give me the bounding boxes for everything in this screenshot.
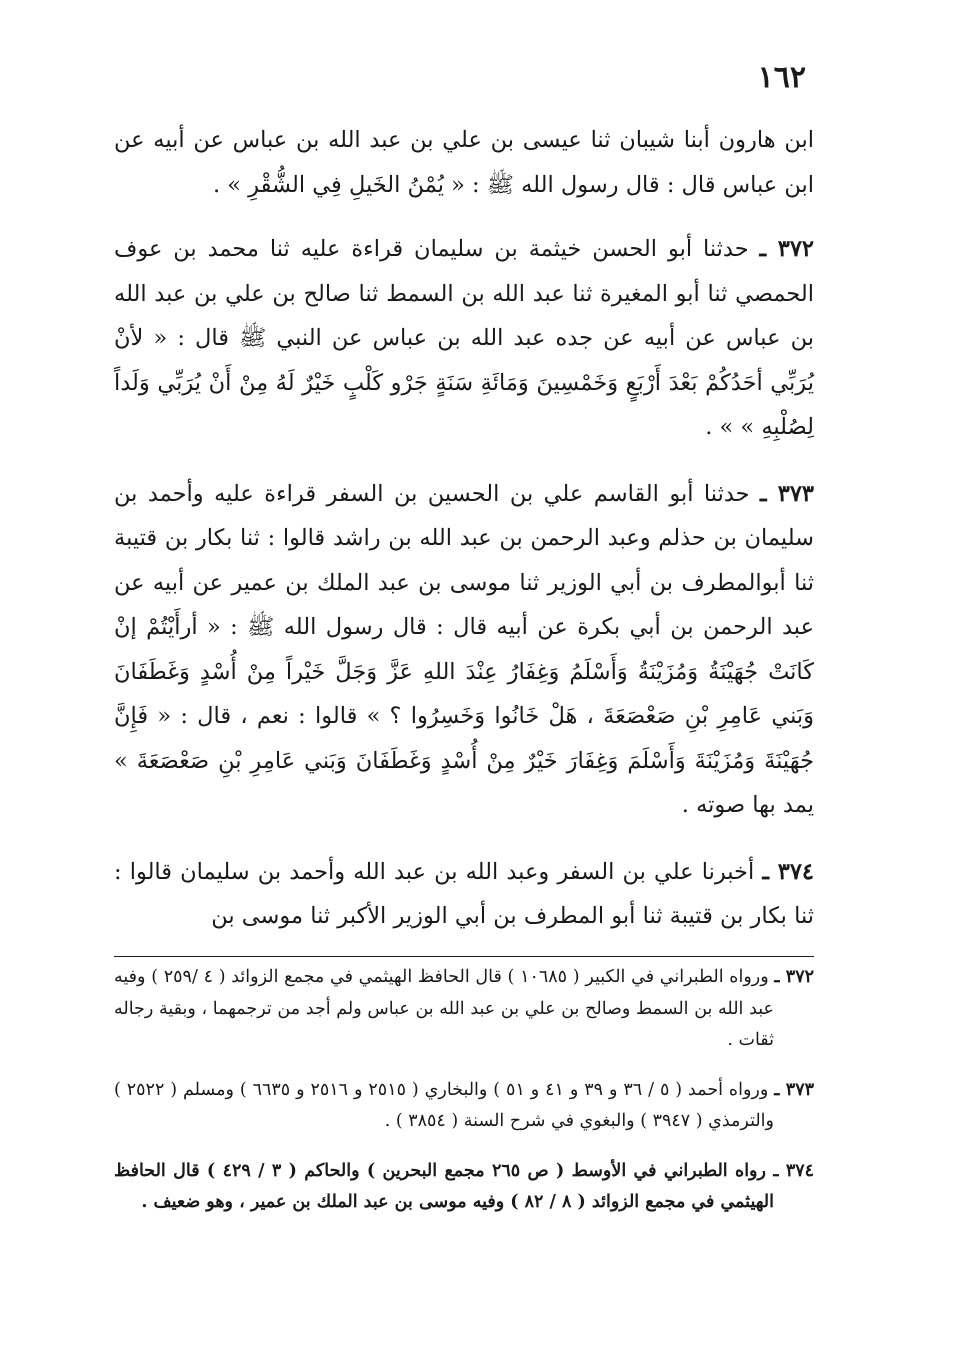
- footnote-text: ورواه الطبراني في الكبير ( ١٠٦٨٥ ) قال الحافظ الهيثمي في مجمع الزوائد ( ٤ /٢٥٩ ) وفيه عبد الله بن السمط وصالح بن علي بن عبد الله بن عباس ولم أجد من ترجمهما ، وبقية رجاله ثقات .: [114, 967, 774, 1050]
- footnote-number: ٣٧٣ ـ: [774, 1079, 814, 1100]
- main-text: [114, 118, 814, 961]
- paragraph-374: [114, 850, 814, 939]
- footnote-divider: [114, 956, 814, 957]
- footnote-text: رواه الطبراني في الأوسط ( ص ٢٦٥ مجمع البحرين ) والحاكم ( ٣ / ٤٢٩ ) قال الحافظ الهيثمي في مجمع الزوائد ( ٨ / ٨٢ ) وفيه موسى بن عبد الملك بن عمير ، وهو ضعيف .: [114, 1160, 774, 1212]
- paragraph-text: حدثنا أبو الحسن خيثمة بن سليمان قراءة عليه ثنا محمد بن عوف الحمصي ثنا أبو المغيرة ثنا عبد الله بن السمط ثنا صالح بن علي بن عبد الله بن عباس عن أبيه عن جده عبد الله بن عباس عن النبي ﷺ قال : « لأنْ يُرَبِّي أحَدُكُمْ بَعْدَ أَرْبَعٍ وَخَمْسِينَ وَمَائَةِ سَنَةٍ جَرْو كَلْبٍ خَيْرٌ لَهُ مِنْ أَنْ يُرَبِّي وَلَداً لِصُلْبِهِ » » .: [114, 236, 814, 440]
- footnote-text: ورواه أحمد ( ٥ / ٣٦ و ٣٩ و ٤١ و ٥١ ) والبخاري ( ٢٥١٥ و ٢٥١٦ و ٦٦٣٥ ) ومسلم ( ٢٥٢٢ ) والترمذي ( ٣٩٤٧ ) والبغوي في شرح السنة ( ٣٨٥٤ ) .: [114, 1079, 774, 1131]
- footnote-374: [114, 1156, 814, 1219]
- paragraph-text: ابن هارون أبنا شيبان ثنا عيسى بن علي بن عبد الله بن عباس عن أبيه عن ابن عباس قال : قال رسول الله ﷺ : « يُمْنُ الخَيلِ فِي الشُّقْرِ » .: [114, 127, 814, 198]
- paragraph-text: أخبرنا علي بن السفر وعبد الله بن عبد الله وأحمد بن سليمان قالوا : ثنا بكار بن قتيبة ثنا أبو المطرف بن أبي الوزير الأكبر ثنا موسى بن: [114, 858, 814, 929]
- footnote-number: ٣٧٤ ـ: [773, 1160, 815, 1181]
- hadith-number: ٣٧٢ ـ: [759, 236, 814, 262]
- paragraph-continuation: [114, 118, 814, 207]
- footnote-372: [114, 962, 814, 1057]
- hadith-number: ٣٧٣ ـ: [760, 480, 814, 507]
- paragraph-text: حدثنا أبو القاسم علي بن الحسين بن السفر قراءة عليه وأحمد بن سليمان بن حذلم وعبد الرحمن بن عبد الله بن راشد قالوا : ثنا بكار بن قتيبة ثنا أبوالمطرف بن أبي الوزير ثنا موسى بن عبد الملك بن عمير عن أبيه عن عبد الرحمن بن أبي بكرة عن أبيه قال : قال رسول الله ﷺ : « أرأَيْتُمْ إنْ كَانَتْ جُهَيْنَةُ وَمُزَيْنَةُ وَأَسْلَمُ وَغِفَارُ عِنْدَ اللهِ عَزَّ وَجَلَّ خَيْراً مِنْ أُسْدٍ وَغَطَفَانَ وَبَني عَامِرِ بْنِ صَعْصَعَةَ ، هَلْ خَانُوا وَخَسِرُوا ؟ » قالوا : نعم ، قال : « فَإِنَّ جُهَيْنَةَ وَمُزَيْنَةَ وَأَسْلَمَ وَغِفَارَ خَيْرٌ مِنْ أُسْدٍ وَغَطَفَانَ وَبَني عَامِرِ بْنِ صَعْصَعَةَ » يمد بها صوته .: [114, 480, 814, 818]
- footnotes: [114, 962, 814, 1237]
- page-number: ١٦٢: [757, 60, 806, 95]
- paragraph-373: [114, 472, 814, 828]
- paragraph-372: [114, 227, 814, 450]
- footnote-number: ٣٧٢ ـ: [774, 967, 814, 987]
- footnote-373: [114, 1075, 814, 1138]
- hadith-number: ٣٧٤ ـ: [762, 858, 814, 885]
